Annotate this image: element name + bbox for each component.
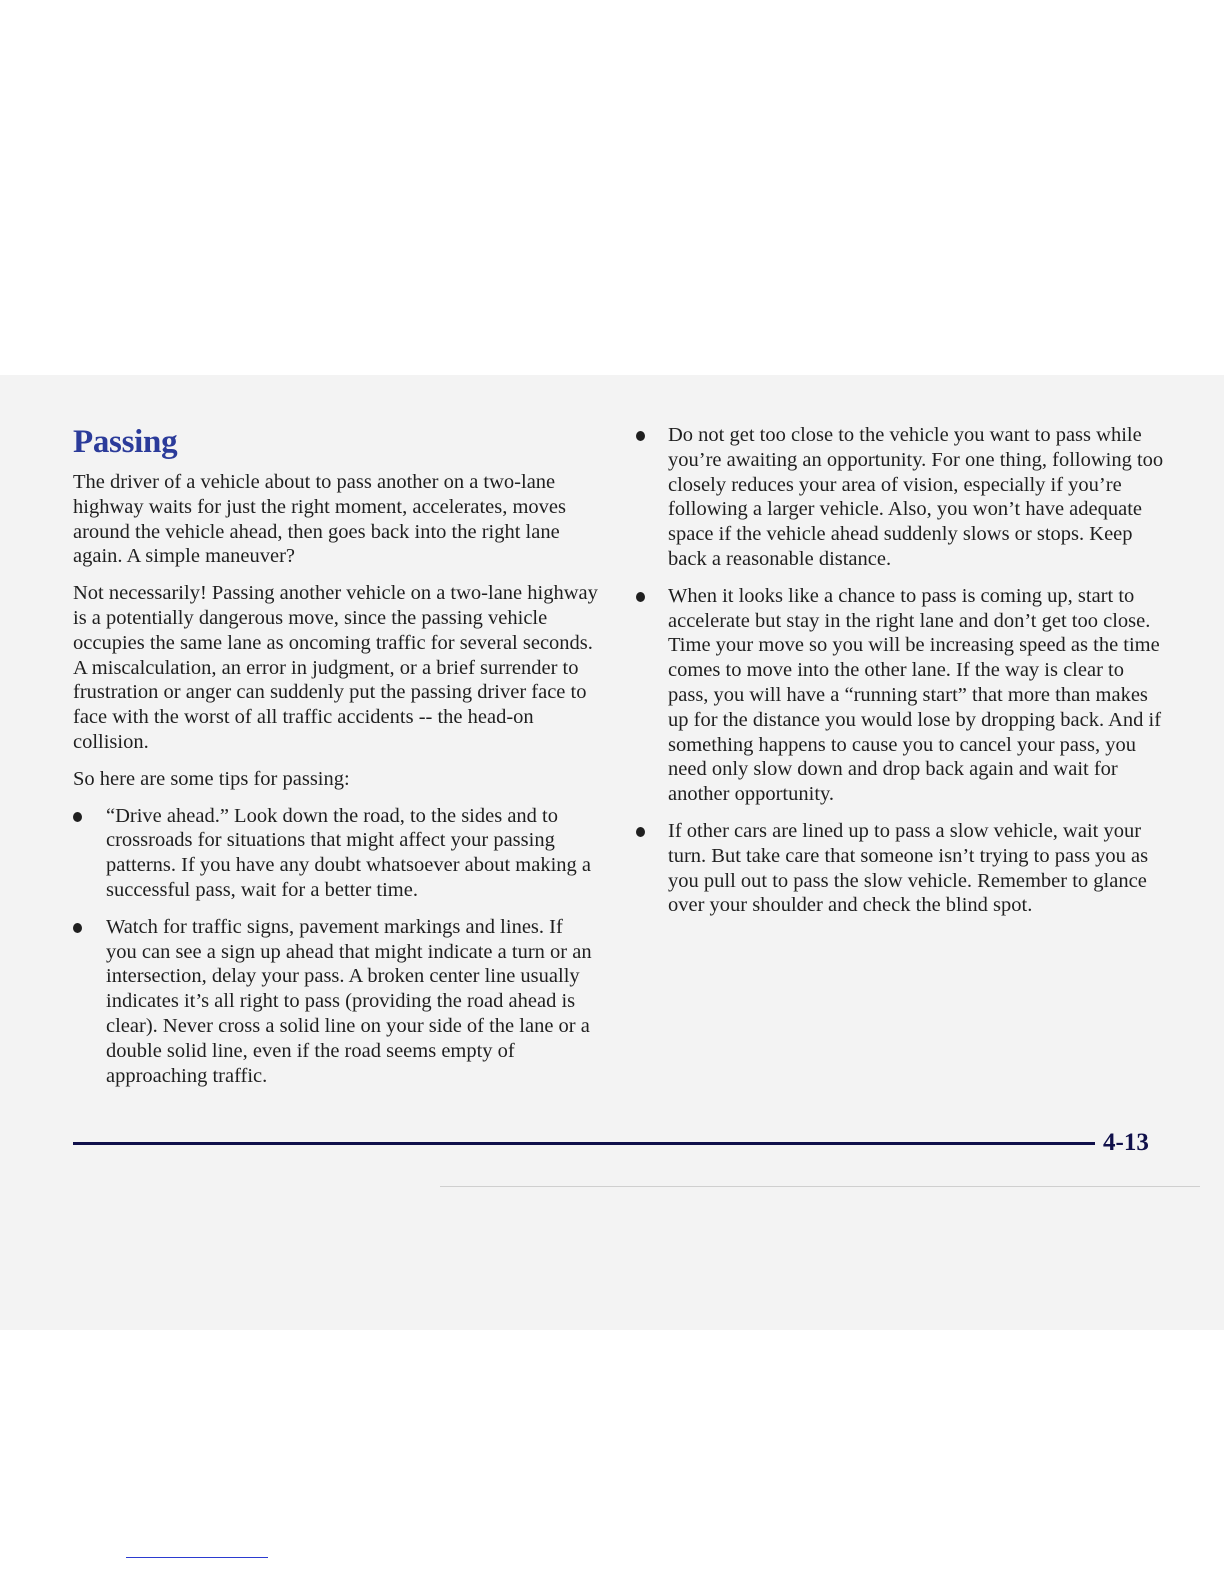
bullet-icon bbox=[636, 592, 645, 602]
list-item-text: If other cars are lined up to pass a slow vehicle, wait your turn. But take care that someone isn’t trying to pass you as you pull out to pass the slow vehicle. Remember to glance over your shoulder and check the blind spot. bbox=[668, 819, 1149, 917]
list-item-text: “Drive ahead.” Look down the road, to the sides and to crossroads for situations that might affect your passing patterns. If you have any doubt whatsoever about making a successful pass, wait for a better time. bbox=[106, 804, 592, 901]
list-item-text: When it looks like a chance to pass is coming up, start to accelerate but stay in the right lane and don’t get too close. Time your move so you will be increasing speed as the time comes to move into the other lane. If the way is clear to pass, you will have a “running start” that more than makes up for the distance you would lose by dropping back. And if something happens to cause you to cancel your pass, you need only slow down and drop back again and wait for another opportunity. bbox=[668, 584, 1162, 806]
danger-paragraph: Not necessarily! Passing another vehicle on a two-lane highway is a potentially dangerous move, since the passing vehicle occupies the same lane as oncoming traffic for several seconds. A miscalculation, an error in judgment, or a brief surrender to frustration or anger can suddenly put the passing driver face to face with the worst of all traffic accidents -- the head-on collision. bbox=[73, 582, 598, 753]
list-item bbox=[636, 819, 1166, 918]
page-number: 4-13 bbox=[1103, 1129, 1149, 1156]
bullet-icon bbox=[73, 923, 82, 933]
bullet-icon bbox=[636, 827, 645, 837]
list-item bbox=[73, 915, 598, 1089]
section-title: Passing bbox=[73, 424, 178, 460]
bullet-icon bbox=[73, 812, 82, 822]
list-item-text: Do not get too close to the vehicle you want to pass while you’re awaiting an opportunity. For one thing, following too closely reduces your area of vision, especially if you’re following a larger vehicle. Also, you won’t have adequate space if the vehicle ahead suddenly slows or stops. Keep back a reasonable distance. bbox=[668, 424, 1164, 570]
right-column bbox=[636, 423, 1166, 930]
bullet-icon bbox=[636, 431, 645, 441]
list-item bbox=[73, 804, 598, 903]
list-item bbox=[636, 584, 1166, 807]
intro-paragraph: The driver of a vehicle about to pass another on a two-lane highway waits for just the right moment, accelerates, moves around the vehicle ahead, then goes back into the right lane again. A simple maneuver? bbox=[73, 471, 567, 568]
scan-artifact-line bbox=[440, 1186, 1200, 1187]
list-item bbox=[636, 423, 1166, 572]
list-item-text: Watch for traffic signs, pavement markings and lines. If you can see a sign up ahead that might indicate a turn or an intersection, delay your pass. A broken center line usually indicates it’s all right to pass (providing the road ahead is clear). Never cross a solid line on your side of the lane or a double solid line, even if the road seems empty of approaching traffic. bbox=[106, 915, 592, 1087]
left-column bbox=[73, 420, 598, 1100]
bottom-underline bbox=[126, 1557, 268, 1558]
footer-rule bbox=[73, 1142, 1095, 1145]
left-bullet-list bbox=[73, 804, 598, 1089]
tips-intro-paragraph: So here are some tips for passing: bbox=[73, 767, 350, 790]
right-bullet-list bbox=[636, 423, 1166, 918]
